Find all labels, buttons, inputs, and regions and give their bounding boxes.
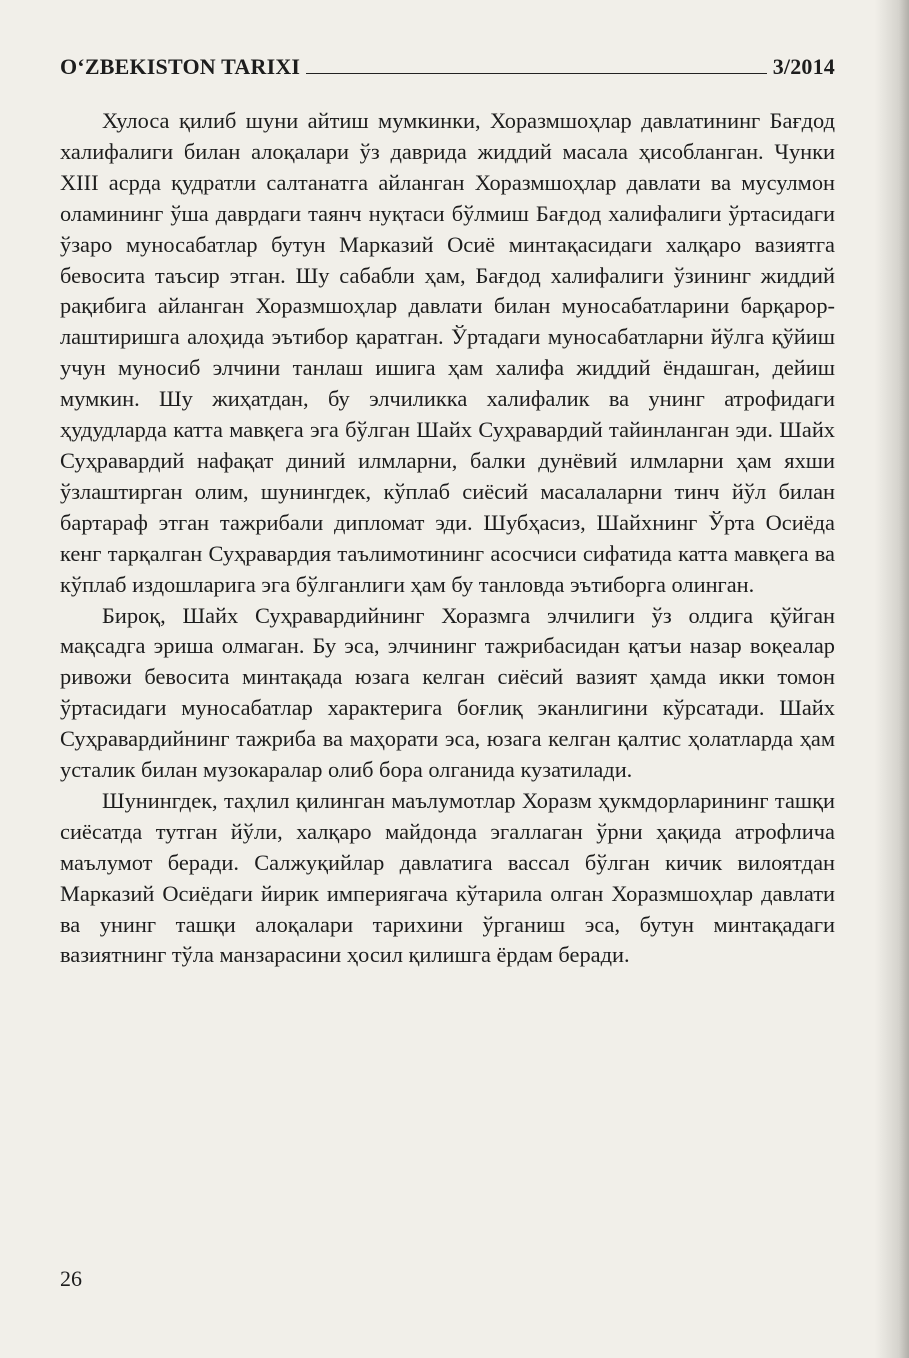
paragraph-embassy: Бироқ, Шайх Суҳравардийнинг Хоразмга элчилиги ўз олдига қўйган мақсадга эриша олмаган. Бу эса, элчининг тажрибасидан қатъи назар воқеалар ривожи бевосита минтақада юзага келган сиёсий вазият ҳамда икки томон ўртасидаги муносабатлар характерига боғлиқ эканлигини кўрсатади. Шайх Суҳравардийнинг тажриба ва маҳорати эса, юзага келган қалтис ҳолатларда ҳам усталик билан музокаралар олиб бора олганида кузатилади. <box>60 602 835 783</box>
page-number: 26 <box>60 1266 82 1291</box>
running-header <box>60 44 835 80</box>
paragraph-conclusion: Хулоса қилиб шуни айтиш мумкинки, Хоразмшоҳлар давлатининг Бағдод халифалиги билан алоқалари ўз даврида жиддий масала ҳисобланган. Чунки XIII асрда қудратли салтанатга айланган Хоразмшоҳлар давлати ва мусулмон оламининг ўша даврдаги таянч нуқтаси бўлмиш Бағдод халифалиги ўртасидаги ўзаро муносабатлар бутун Марказий Осиё минтақасидаги халқаро вазиятга бевосита таъсир этган. Шу сабабли ҳам, Бағдод халифалиги ўзининг жиддий рақибига айланган Хоразмшоҳлар давлати билан муносабатларини барқарорлаштиришга алоҳида эътибор қаратган. Ўртадаги муносабатларни йўлга қўйиш учун муносиб элчини танлаш ишига ҳам халифа жиддий ёндашган, дейиш мумкин. Шу жиҳатдан, бу элчиликка халифалик ва унинг атрофидаги ҳудудларда катта мавқега эга бўлган Шайх Суҳравардий тайинланган эди. Шайх Суҳравардий нафақат диний илмларни, балки дунёвий илмларни ҳам яхши ўзлаштирган олим, шунингдек, кўплаб сиёсий масалаларни тинч йўл билан бартараф этган тажрибали дипломат эди. Шубҳасиз, Шайхнинг Ўрта Осиёда кенг тарқалган Суҳравардия таълимотининг асосчиси сифатида катта мавқега ва кўплаб издошларига эга бўлганлиги ҳам бу танловда эътиборга олинган. <box>60 108 835 597</box>
paragraph-summary: Шунингдек, таҳлил қилинган маълумотлар Хоразм ҳукмдорларининг ташқи сиёсатда тутган йўли, халқаро майдонда эгаллаган ўрни ҳақида атрофлича маълумот беради. Салжуқийлар давлатига вассал бўлган кичик вилоятдан Марказий Осиёдаги йирик империягача кўтарила олган Хоразмшоҳлар давлати ва унинг ташқи алоқалари тарихини ўрганиш эса, бутун минтақадаги вазиятнинг тўла манзарасини ҳосил қилишга ёрдам беради. <box>60 787 835 968</box>
page-edge-shadow <box>875 0 909 1358</box>
article-body <box>60 106 835 971</box>
journal-title: O‘ZBEKISTON TARIXI <box>60 54 301 79</box>
header-rule <box>306 73 767 74</box>
issue-number: 3/2014 <box>772 54 835 79</box>
